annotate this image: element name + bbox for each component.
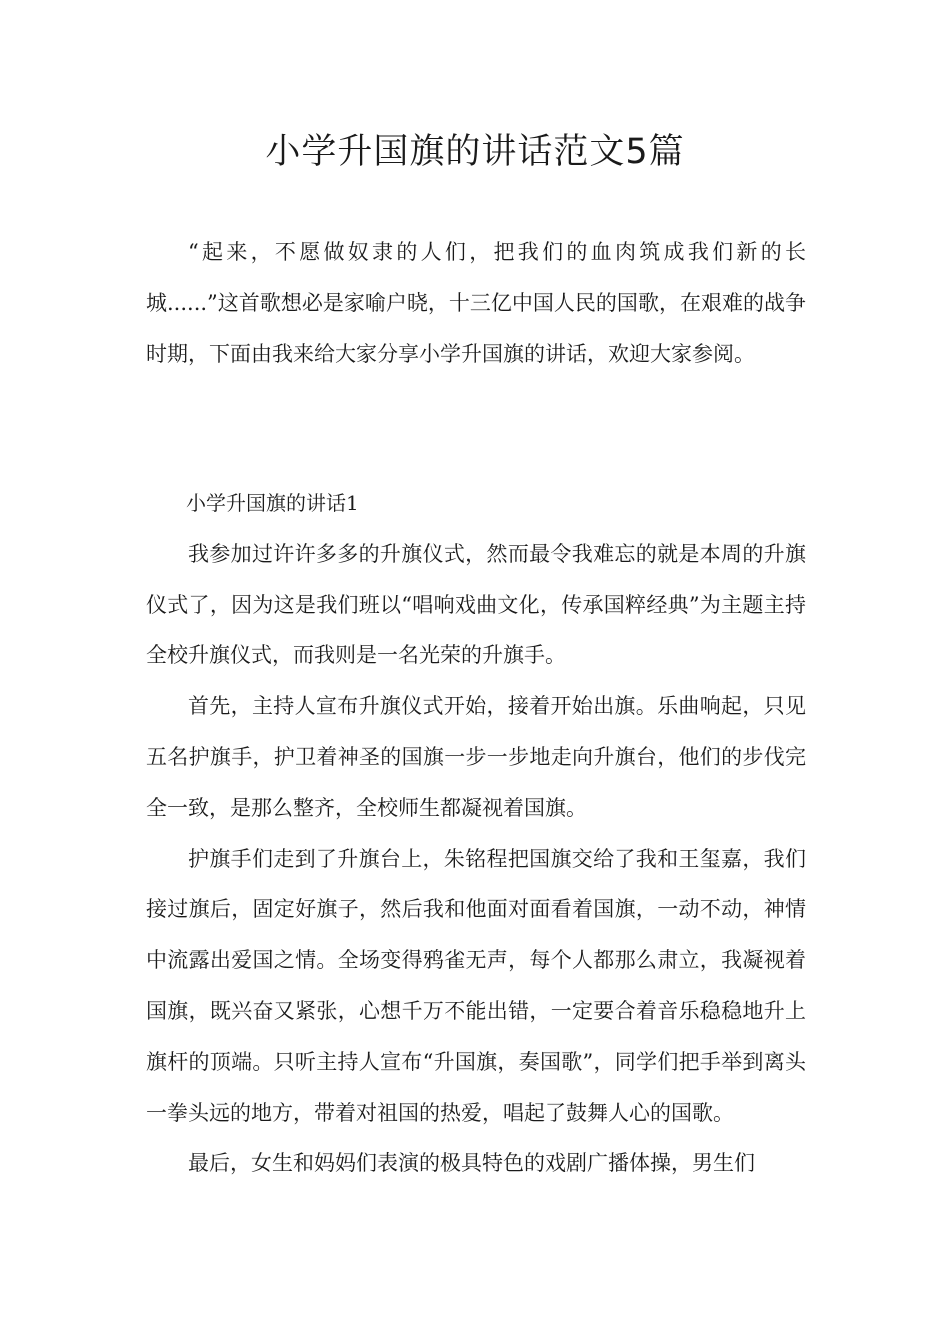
intro-block bbox=[146, 227, 806, 379]
body-paragraph-3: 护旗手们走到了升旗台上，朱铭程把国旗交给了我和王玺嘉，我们接过旗后，固定好旗子，然后我和他面对面看着国旗，一动不动，神情中流露出爱国之情。全场变得鸦雀无声，每个人都那么肃立，我凝视着国旗，既兴奋又紧张，心想千万不能出错，一定要合着音乐稳稳地升上旗杆的顶端。只听主持人宣布“升国旗，奏国歌”，同学们把手举到离头一拳头远的地方，带着对祖国的热爱，唱起了鼓舞人心的国歌。 bbox=[146, 846, 806, 1125]
body-paragraph-1: 我参加过许许多多的升旗仪式，然而最令我难忘的就是本周的升旗仪式了，因为这是我们班以“唱响戏曲文化，传承国粹经典”为主题主持全校升旗仪式，而我则是一名光荣的升旗手。 bbox=[146, 541, 806, 668]
body-paragraph-2: 首先，主持人宣布升旗仪式开始，接着开始出旗。乐曲响起，只见五名护旗手，护卫着神圣的国旗一步一步地走向升旗台，他们的步伐完全一致，是那么整齐，全校师生都凝视着国旗。 bbox=[146, 694, 806, 820]
section-block bbox=[146, 478, 806, 1189]
document-title: 小学升国旗的讲话范文5篇 bbox=[265, 132, 685, 172]
section-heading: 小学升国旗的讲话1 bbox=[186, 491, 359, 515]
intro-paragraph: “起来，不愿做奴隶的人们，把我们的血肉筑成我们新的长城......”这首歌想必是家喻户晓，十三亿中国人民的国歌，在艰难的战争时期，下面由我来给大家分享小学升国旗的讲话，欢迎大家参阅。 bbox=[146, 240, 806, 366]
body-paragraph-4: 最后，女生和妈妈们表演的极具特色的戏剧广播体操，男生们 bbox=[188, 1151, 755, 1176]
